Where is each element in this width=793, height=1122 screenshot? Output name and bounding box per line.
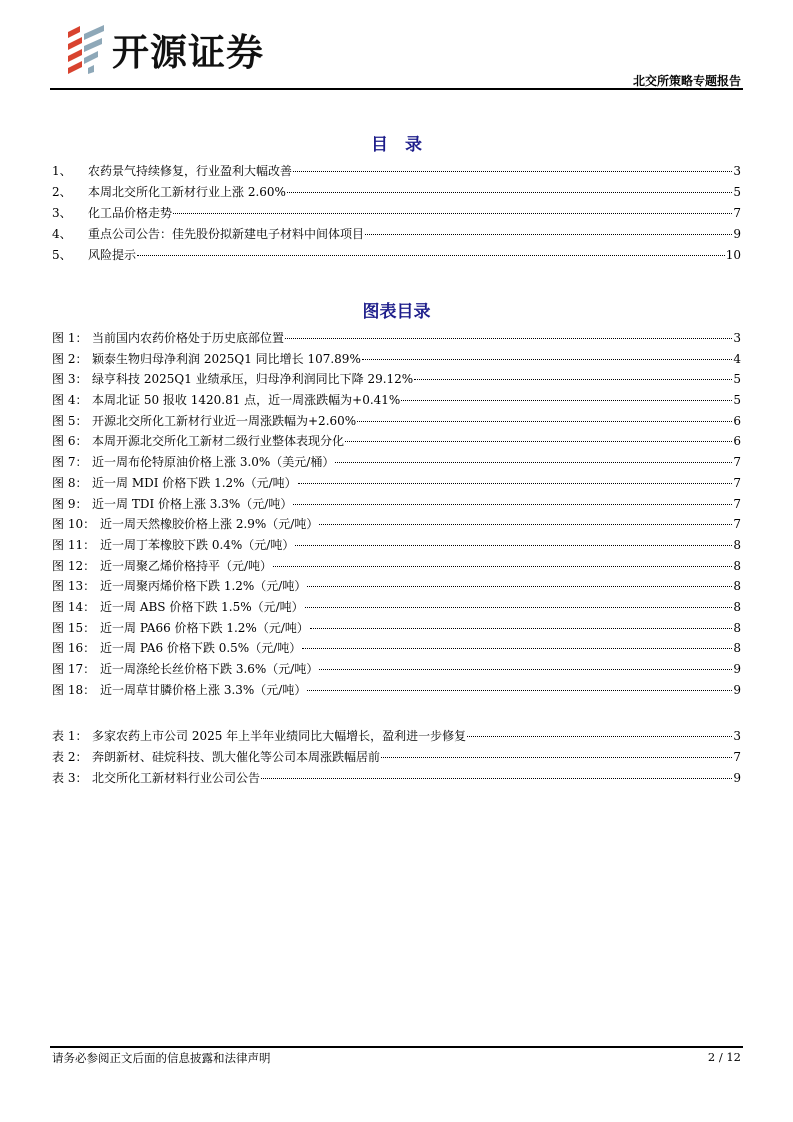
toc-entry[interactable] xyxy=(52,639,741,660)
dot-leader xyxy=(285,338,732,339)
entry-label: 近一周 PA66 价格下跌 1.2%（元/吨） xyxy=(100,620,309,635)
entry-number: 图 18： xyxy=(52,682,96,697)
entry-number: 图 16： xyxy=(52,641,96,656)
toc-entry[interactable] xyxy=(52,412,741,433)
entry-number: 图 6： xyxy=(52,434,88,449)
entry-label: 当前国内农药价格处于历史底部位置 xyxy=(92,331,285,345)
toc-entry[interactable] xyxy=(52,162,741,183)
entry-page: 9 xyxy=(733,662,741,676)
dot-leader xyxy=(307,690,732,691)
entry-number: 图 2： xyxy=(52,351,88,366)
dot-leader xyxy=(310,628,732,629)
toc-entry[interactable] xyxy=(52,183,741,204)
entry-page: 7 xyxy=(733,455,741,470)
entry-page: 8 xyxy=(733,558,741,573)
dot-leader xyxy=(293,171,732,172)
entry-page: 7 xyxy=(733,517,741,532)
logo-mark-icon xyxy=(66,24,106,74)
entry-page: 4 xyxy=(733,351,741,366)
toc-entry[interactable] xyxy=(52,660,741,681)
entry-page: 8 xyxy=(733,641,741,656)
entry-label: 近一周丁苯橡胶下跌 0.4%（元/吨） xyxy=(100,537,295,552)
entry-label: 近一周天然橡胶价格上涨 2.9%（元/吨） xyxy=(100,517,319,532)
toc-entry[interactable] xyxy=(52,225,741,246)
entry-page: 8 xyxy=(733,579,741,594)
dot-leader xyxy=(298,483,733,484)
toc-entry[interactable] xyxy=(52,246,741,267)
figures-title: 图表目录 xyxy=(362,302,431,322)
entry-label: 颖泰生物归母净利润 2025Q1 同比增长 107.89% xyxy=(92,351,361,366)
entry-label: 化工品价格走势 xyxy=(88,206,173,220)
dot-leader xyxy=(307,586,732,587)
dot-leader xyxy=(335,462,732,463)
entry-number: 4、 xyxy=(52,227,72,241)
entry-page: 7 xyxy=(733,475,741,490)
dot-leader xyxy=(365,234,732,235)
toc-entry[interactable] xyxy=(52,577,741,598)
toc-entry[interactable] xyxy=(52,495,741,516)
entry-label: 近一周 PA6 价格下跌 0.5%（元/吨） xyxy=(100,641,302,656)
dot-leader xyxy=(362,359,733,360)
dot-leader xyxy=(302,648,732,649)
entry-label: 近一周聚丙烯价格下跌 1.2%（元/吨） xyxy=(100,579,307,594)
dot-leader xyxy=(137,255,725,256)
entry-label: 本周开源北交所化工新材二级行业整体表现分化 xyxy=(92,434,345,449)
entry-page: 5 xyxy=(733,393,741,408)
entry-page: 8 xyxy=(733,599,741,614)
entry-number: 图 4： xyxy=(52,393,88,408)
toc-entry[interactable] xyxy=(52,536,741,557)
toc-entry[interactable] xyxy=(52,453,741,474)
figures-list xyxy=(52,329,741,701)
entry-label: 奔朗新材、硅烷科技、凯大催化等公司本周涨跌幅居前 xyxy=(92,750,381,764)
report-type: 北交所策略专题报告 xyxy=(632,74,741,88)
entry-label: 绿亨科技 2025Q1 业绩承压，归母净利润同比下降 29.12% xyxy=(92,372,414,387)
entry-label: 北交所化工新材料行业公司公告 xyxy=(92,771,261,785)
entry-page: 7 xyxy=(733,750,741,764)
brand-logo xyxy=(66,22,264,76)
footer-divider xyxy=(50,1046,743,1048)
entry-page: 3 xyxy=(733,729,741,743)
entry-page: 6 xyxy=(733,434,741,449)
toc-entry[interactable] xyxy=(52,681,741,702)
toc-entry[interactable] xyxy=(52,557,741,578)
entry-label: 近一周草甘膦价格上涨 3.3%（元/吨） xyxy=(100,682,307,697)
entry-label: 本周北证 50 报收 1420.81 点，近一周涨跌幅为+0.41% xyxy=(92,393,401,408)
entry-number: 图 10： xyxy=(52,517,96,532)
entry-label: 近一周 ABS 价格下跌 1.5%（元/吨） xyxy=(100,599,304,614)
toc-list xyxy=(52,162,741,267)
entry-label: 风险提示 xyxy=(88,248,137,262)
toc-entry[interactable] xyxy=(52,515,741,536)
toc-entry[interactable] xyxy=(52,619,741,640)
dot-leader xyxy=(293,504,732,505)
dot-leader xyxy=(401,400,732,401)
entry-number: 5、 xyxy=(52,248,72,262)
header-divider xyxy=(50,88,743,90)
entry-number: 表 1： xyxy=(52,729,88,743)
dot-leader xyxy=(273,566,732,567)
entry-label: 农药景气持续修复，行业盈利大幅改善 xyxy=(88,164,293,178)
entry-number: 图 15： xyxy=(52,620,96,635)
entry-page: 8 xyxy=(733,620,741,635)
entry-number: 图 3： xyxy=(52,372,88,387)
toc-entry[interactable] xyxy=(52,474,741,495)
entry-label: 近一周聚乙烯价格持平（元/吨） xyxy=(100,558,273,573)
entry-page: 9 xyxy=(733,227,741,241)
entry-page: 5 xyxy=(733,372,741,387)
toc-entry[interactable] xyxy=(52,598,741,619)
toc-entry[interactable] xyxy=(52,391,741,412)
entry-page: 7 xyxy=(733,496,741,511)
entry-page: 8 xyxy=(733,537,741,552)
toc-entry[interactable] xyxy=(52,350,741,371)
toc-entry[interactable] xyxy=(52,204,741,225)
entry-page: 10 xyxy=(725,248,741,262)
entry-label: 开源北交所化工新材行业近一周涨跌幅为+2.60% xyxy=(92,413,357,428)
dot-leader xyxy=(357,421,732,422)
page-number: 2 / 12 xyxy=(707,1050,741,1064)
dot-leader xyxy=(467,736,732,737)
entry-number: 3、 xyxy=(52,206,72,220)
entry-number: 1、 xyxy=(52,164,72,178)
dot-leader xyxy=(381,757,732,758)
entry-number: 2、 xyxy=(52,185,72,199)
entry-label: 多家农药上市公司 2025 年上半年业绩同比大幅增长，盈利进一步修复 xyxy=(92,729,467,743)
entry-page: 7 xyxy=(733,206,741,220)
toc-title: 目 录 xyxy=(371,135,422,155)
entry-label: 近一周布伦特原油价格上涨 3.0%（美元/桶） xyxy=(92,455,335,470)
dot-leader xyxy=(319,669,732,670)
entry-label: 近一周 MDI 价格下跌 1.2%（元/吨） xyxy=(92,475,297,490)
dot-leader xyxy=(261,778,732,779)
tables-list xyxy=(52,727,741,790)
toc-entry[interactable] xyxy=(52,370,741,391)
toc-entry[interactable] xyxy=(52,329,741,350)
entry-label: 本周北交所化工新材行业上涨 2.60% xyxy=(88,185,286,199)
entry-number: 图 9： xyxy=(52,496,88,511)
entry-number: 图 13： xyxy=(52,579,96,594)
entry-number: 表 3： xyxy=(52,771,88,785)
entry-number: 图 5： xyxy=(52,413,88,428)
entry-label: 近一周涤纶长丝价格下跌 3.6%（元/吨） xyxy=(100,662,319,676)
entry-page: 9 xyxy=(733,771,741,785)
entry-page: 5 xyxy=(733,185,741,199)
entry-number: 图 12： xyxy=(52,558,96,573)
entry-label: 重点公司公告：佳先股份拟新建电子材料中间体项目 xyxy=(88,227,365,241)
toc-entry[interactable] xyxy=(52,769,741,790)
entry-number: 图 11： xyxy=(52,537,96,552)
dot-leader xyxy=(414,379,732,380)
dot-leader xyxy=(319,524,732,525)
entry-number: 图 1： xyxy=(52,331,88,345)
dot-leader xyxy=(295,545,732,546)
entry-label: 近一周 TDI 价格上涨 3.3%（元/吨） xyxy=(92,496,293,511)
entry-number: 图 14： xyxy=(52,599,96,614)
toc-entry[interactable] xyxy=(52,748,741,769)
entry-number: 图 17： xyxy=(52,662,96,676)
entry-page: 3 xyxy=(733,331,741,345)
disclaimer: 请务必参阅正文后面的信息披露和法律声明 xyxy=(52,1051,271,1065)
entry-number: 表 2： xyxy=(52,750,88,764)
dot-leader xyxy=(305,607,733,608)
dot-leader xyxy=(345,441,732,442)
dot-leader xyxy=(287,192,732,193)
entry-number: 图 8： xyxy=(52,475,88,490)
entry-number: 图 7： xyxy=(52,455,88,470)
dot-leader xyxy=(173,213,732,214)
entry-page: 6 xyxy=(733,413,741,428)
toc-entry[interactable] xyxy=(52,432,741,453)
entry-page: 9 xyxy=(733,682,741,697)
toc-entry[interactable] xyxy=(52,727,741,748)
entry-page: 3 xyxy=(733,164,741,178)
brand-name: 开源证券 xyxy=(112,31,264,74)
